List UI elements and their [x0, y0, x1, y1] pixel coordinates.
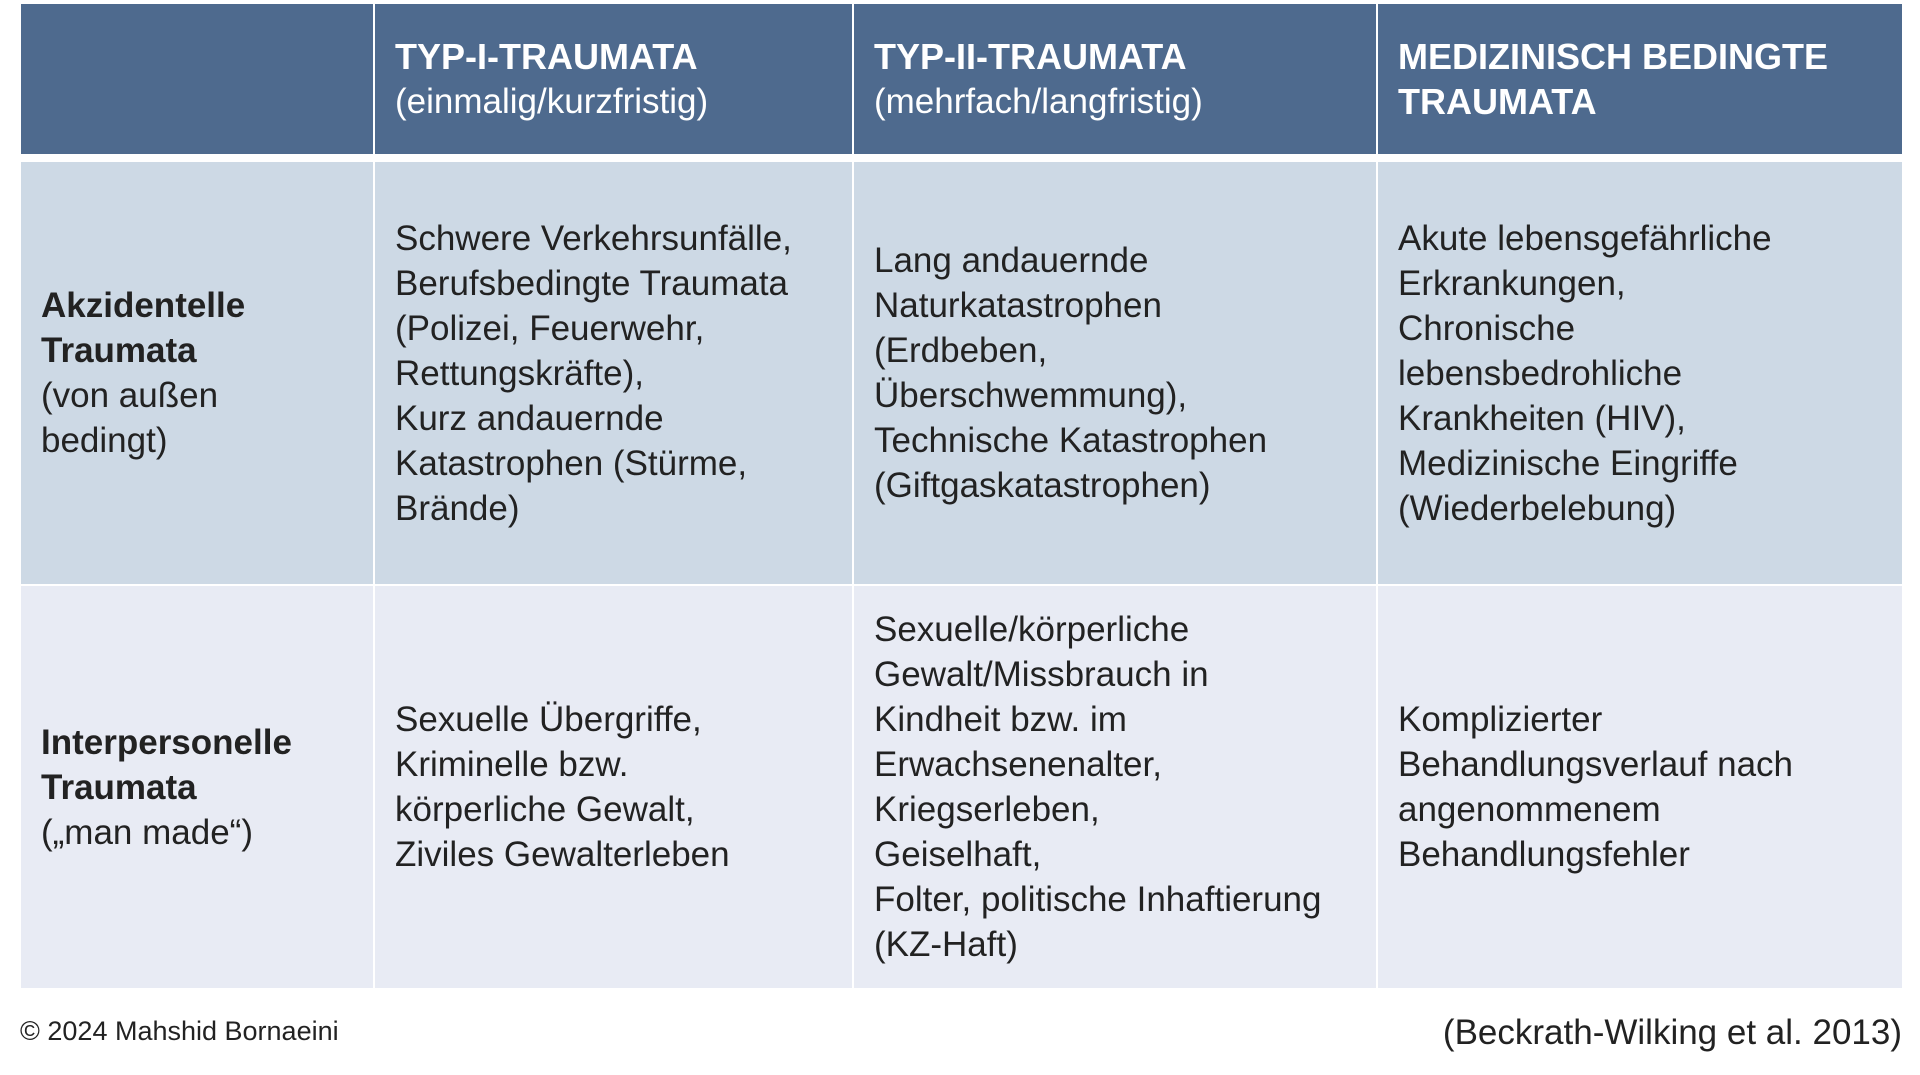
cell-line: Folter, politische Inhaftierung	[874, 880, 1322, 919]
row-label-sub: (von außen	[41, 376, 219, 415]
cell-line: Erkrankungen,	[1398, 263, 1626, 303]
cell-line: Kriegserleben,	[874, 790, 1100, 829]
row-label-akzidentelle	[21, 162, 373, 584]
cell-line: (KZ-Haft)	[874, 925, 1018, 964]
cell-line: Krankheiten (HIV),	[1398, 398, 1686, 438]
citation: (Beckrath-Wilking et al. 2013)	[1442, 1013, 1902, 1052]
header-cell-typ-1	[375, 4, 852, 154]
row-label-bold: Interpersonelle	[41, 722, 292, 762]
cell-line: Sexuelle Übergriffe,	[395, 700, 702, 739]
row-label-bold: Traumata	[41, 331, 197, 370]
cell-line: (Giftgaskatastrophen)	[874, 466, 1211, 505]
row-label-sub: („man made“)	[41, 812, 253, 852]
cell-line: Kriminelle bzw.	[395, 745, 629, 784]
row-label-sub: bedingt)	[41, 421, 168, 460]
cell-line: Lang andauernde	[874, 241, 1149, 280]
cell-line: Kindheit bzw. im	[874, 700, 1127, 739]
table-cell	[375, 162, 852, 584]
header-title: TYP-I-TRAUMATA	[395, 36, 698, 77]
header-title: TYP-II-TRAUMATA	[874, 36, 1187, 77]
cell-line: Überschwemmung),	[874, 376, 1188, 415]
header-title: MEDIZINISCH BEDINGTE	[1398, 36, 1829, 77]
header-subtitle: (mehrfach/langfristig)	[874, 82, 1203, 121]
cell-line: Erwachsenenalter,	[874, 745, 1162, 784]
cell-line: Medizinische Eingriffe	[1398, 443, 1738, 483]
table-cell	[1378, 162, 1902, 584]
header-title: TRAUMATA	[1398, 81, 1597, 122]
table-cell	[375, 586, 852, 988]
header-cell-medizinisch	[1378, 4, 1902, 154]
cell-line: (Polizei, Feuerwehr,	[395, 308, 705, 348]
cell-line: (Erdbeben,	[874, 331, 1048, 370]
cell-line: Behandlungsverlauf nach	[1398, 745, 1794, 784]
cell-line: lebensbedrohliche	[1398, 353, 1683, 393]
table-cell	[854, 586, 1376, 988]
copyright: © 2024 Mahshid Bornaeini	[20, 1016, 339, 1046]
cell-line: Rettungskräfte),	[395, 353, 644, 393]
cell-line: Geiselhaft,	[874, 835, 1042, 874]
cell-line: Schwere Verkehrsunfälle,	[395, 218, 792, 258]
cell-line: Gewalt/Missbrauch in	[874, 655, 1209, 694]
table-cell	[854, 162, 1376, 584]
cell-line: Sexuelle/körperliche	[874, 610, 1190, 649]
cell-line: Brände)	[395, 488, 520, 528]
cell-line: Berufsbedingte Traumata	[395, 263, 789, 303]
header-cell-typ-2	[854, 4, 1376, 154]
cell-line: Technische Katastrophen	[874, 421, 1268, 460]
cell-line: (Wiederbelebung)	[1398, 488, 1677, 528]
row-label-interpersonelle	[21, 586, 373, 988]
header-cell-empty	[21, 4, 373, 154]
table-cell	[1378, 586, 1902, 988]
cell-line: angenommenem	[1398, 790, 1661, 829]
cell-line: Naturkatastrophen	[874, 286, 1162, 325]
cell-line: Chronische	[1398, 308, 1576, 348]
row-label-bold: Akzidentelle	[41, 286, 246, 325]
header-subtitle: (einmalig/kurzfristig)	[395, 82, 709, 121]
row-label-bold: Traumata	[41, 767, 197, 807]
cell-line: Behandlungsfehler	[1398, 835, 1690, 874]
cell-line: Katastrophen (Stürme,	[395, 443, 748, 483]
cell-line: Kurz andauernde	[395, 398, 664, 438]
cell-line: Ziviles Gewalterleben	[395, 835, 730, 874]
cell-line: Akute lebensgefährliche	[1398, 218, 1772, 258]
cell-line: Komplizierter	[1398, 700, 1603, 739]
cell-line: körperliche Gewalt,	[395, 790, 695, 829]
